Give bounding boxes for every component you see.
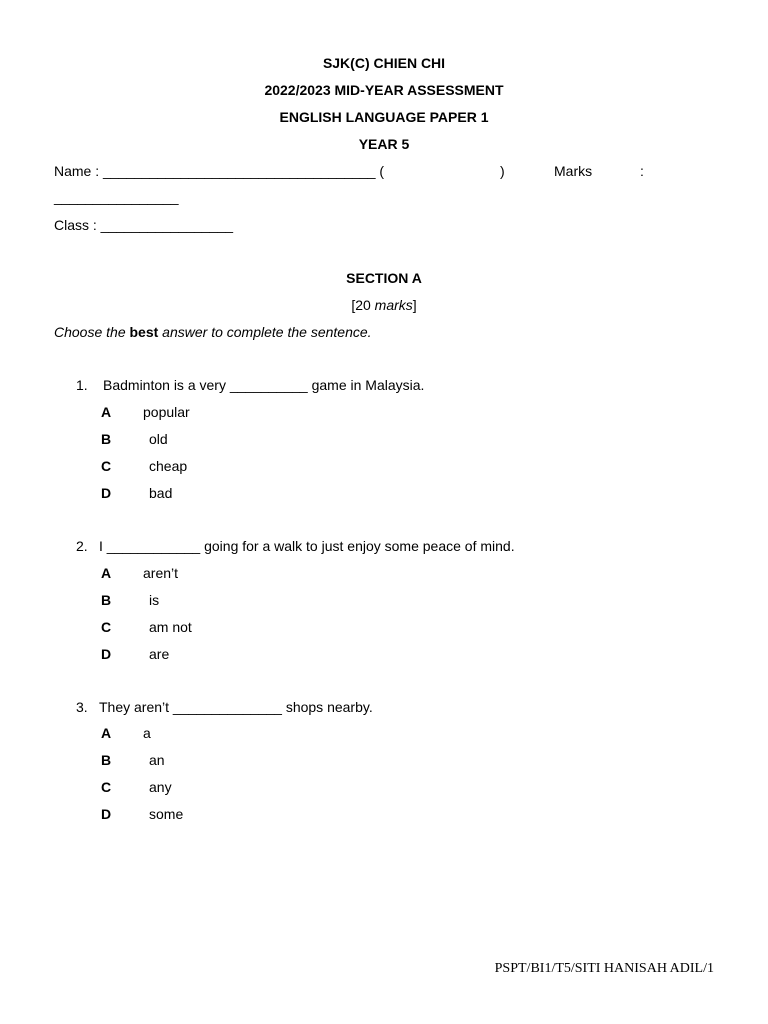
- q2-option-b-text: is: [149, 592, 160, 608]
- question-1-text: Badminton is a very __________ game in Malaysia.: [103, 377, 425, 393]
- section-marks-word: marks: [374, 297, 413, 313]
- q2-option-d-letter: D: [101, 646, 112, 662]
- q1-option-d-letter: D: [101, 485, 112, 501]
- question-2-number: 2.: [76, 538, 88, 554]
- section-marks-close: ]: [412, 297, 417, 313]
- q3-option-a-text: a: [143, 725, 151, 741]
- q3-option-b-text: an: [149, 752, 165, 768]
- marks-line: ________________: [54, 189, 179, 205]
- instruction-post: answer to complete the sentence.: [158, 324, 372, 340]
- q1-option-a-text: popular: [143, 404, 190, 420]
- question-3-text: They aren’t ______________ shops nearby.: [99, 699, 373, 715]
- q2-option-a-text: aren’t: [143, 565, 179, 581]
- assessment-title: 2022/2023 MID-YEAR ASSESSMENT: [264, 82, 504, 98]
- q2-option-c-letter: C: [101, 619, 112, 635]
- q1-option-c-text: cheap: [149, 458, 188, 474]
- year-label: YEAR 5: [358, 136, 410, 152]
- section-marks-open: [20: [351, 297, 375, 313]
- q3-option-d-text: some: [149, 806, 184, 822]
- q3-option-c-letter: C: [101, 779, 112, 795]
- q1-option-d-text: bad: [149, 485, 173, 501]
- section-marks: [0, 297, 768, 313]
- q3-option-b-letter: B: [101, 752, 112, 768]
- q3-option-c-text: any: [149, 779, 172, 795]
- instruction: [54, 324, 372, 340]
- q2-option-a-letter: A: [101, 565, 112, 581]
- question-3-number: 3.: [76, 699, 88, 715]
- paper-title: ENGLISH LANGUAGE PAPER 1: [279, 109, 489, 125]
- q3-option-a-letter: A: [101, 725, 112, 741]
- section-title: SECTION A: [346, 270, 422, 286]
- instruction-pre: Choose the: [54, 324, 130, 340]
- class-field-label: Class : _________________: [54, 217, 234, 233]
- question-2-text: I ____________ going for a walk to just enjoy some peace of mind.: [99, 538, 515, 554]
- q2-option-b-letter: B: [101, 592, 112, 608]
- marks-colon: :: [640, 163, 644, 179]
- q3-option-d-letter: D: [101, 806, 112, 822]
- q1-option-a-letter: A: [101, 404, 112, 420]
- question-1-number: 1.: [76, 377, 88, 393]
- q2-option-c-text: am not: [149, 619, 192, 635]
- school-name: SJK(C) CHIEN CHI: [322, 55, 446, 71]
- q1-option-c-letter: C: [101, 458, 112, 474]
- name-field-close: ): [500, 163, 505, 179]
- q1-option-b-text: old: [149, 431, 168, 447]
- q1-option-b-letter: B: [101, 431, 112, 447]
- footer-code: PSPT/BI1/T5/SITI HANISAH ADIL/1: [494, 961, 714, 976]
- q2-option-d-text: are: [149, 646, 170, 662]
- instruction-bold: best: [129, 324, 159, 340]
- marks-label: Marks: [554, 163, 593, 179]
- name-field-label: Name : ___________________________________ (: [54, 163, 385, 179]
